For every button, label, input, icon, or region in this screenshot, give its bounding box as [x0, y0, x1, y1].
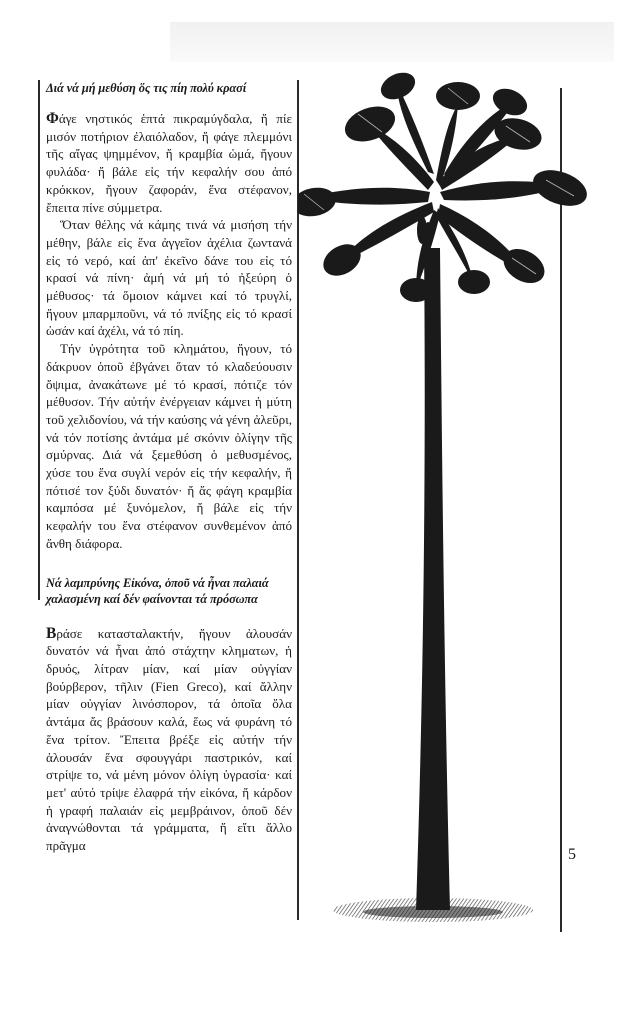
drop-cap: Β: [46, 624, 57, 642]
section-heading-drunkenness: Διά νά μή μεθύση ὅς τις πίη πολύ κρασί: [46, 81, 247, 95]
drop-cap: Φ: [46, 110, 59, 127]
section-heading-icon: [46, 575, 292, 607]
section-heading-icon-line2: χαλασμένη καί δέν φαίνονται τά πρόσωπα: [46, 591, 258, 606]
paragraph-4-text: ράσε κατασταλακτήν, ἤγουν ἀλουσάν δυνατόν νά ἦναι ἀπό στάχτην κληματων, ἡ δρυός, λίτραν μίαν, καί μίαν οὐγγίαν βούρβερον, τῆλιν (Fien Greco), καί ἄλλην μίαν οὐγγίαν λινόσπορον, τά ὁποῖα ὅλα ἀντάμα ἄς βράσουν καλά, ἕως νά φυράνη τό ἕνα τρίτον. Ἔπειτα βρέξε εἰς αὐτήν τήν ἀλουσάν ἕνα σφουγγάρι παστρικόν, καί στρίψε το, νά μένη μόνον ὀλίγη ὑγρασία· καί μετ' αὐτό τρίψε ἐλαφρά τήν εἰκόνα, ἤ κάρδον ἡ γραφή παλαιάν εἰς μεμβράινον, ὁποῦ δέν ἀναγνώθονται τά γράμματα, ἤ εἴτι ἄλλο πρᾶγμα: [46, 625, 292, 854]
paragraph-4: [46, 625, 292, 855]
paragraph-1: [46, 110, 292, 216]
left-column-rule: [38, 80, 40, 600]
text-column: [46, 80, 292, 855]
palm-tree-engraving-icon: [298, 52, 594, 942]
paragraph-1-text: άγε νηστικός ἑπτά πικραμύγδαλα, ἤ πίε μισόν ποτήριον ἐλαιόλαδον, ἤ φάγε πλεμμόνι τῆς αἴγας ψημμένον, ἤ κραμβία ὠμά, ἤγουν φυλάδα· ἤ βάλε εἰς τήν κεφαλήν σου ἀπό κρόκκον, ἤγουν ζαφοράν, ἕνα στέφανον, ἔπειτα πίνε σύμμετρα.: [46, 111, 292, 215]
paragraph-3: Τήν ὑγρότητα τοῦ κλημάτου, ἤγουν, τό δάκρυον ὁποῦ ἐβγάνει ὅταν τό κλαδεύουσιν ὄψιμα, ἀνακάτωνε μέ τό κρασί, πότιζε τόν μέθυσον. Τήν αὐτήν ἐνέργειαν κάμνει ἡ μύτη τοῦ χελιδονίου, νά τήν καύσης νά γένη ἀλεῦρι, νά τόν ποτίσης ἀντάμα μέ σκόνιν ὀλίγην τῆς σμύρνας. Διά νά ξεμεθύση ὁ μεθυσμένος, χύσε του ἕνα συγλί νερόν εἰς τήν κεφαλήν, ἤ πότισέ τον ξύδι δυνατόν· ἤ ἄς φάγη κραμβία καμπόσα μέ ξυνόμελον, ἤ βάλε εἰς τήν κεφαλήν του ἕνα στέφανον συνθεμένον ἀπό ἄνθη διάφορα.: [46, 341, 292, 551]
paragraph-2: Ὅταν θέλης νά κάμης τινά νά μισήση τήν μέθην, βάλε εἰς ἕνα ἀγγεῖον ἀχέλια ζωντανά εἰς τό νερό, καί ἀπ' ἐκεῖνο δάνε του εἰς τό κρασί νά πίνη· ἀμή νά μή τό ἠξεύρη ὁ μέθυσος· τά ὅμοιον κάμνει καί τό τρυγλί, ἤγουν μπαρμποῦνι, νά τό πνίξης εἰς τό κρασί ὡσάν καί ἀχέλι, νά τό πίη.: [46, 217, 292, 339]
section-heading-icon-line1: Νά λαμπρύνης Εἰκόνα, ὁποῦ νά ἦναι παλαιά: [46, 575, 269, 590]
page-number: 5: [568, 846, 576, 863]
